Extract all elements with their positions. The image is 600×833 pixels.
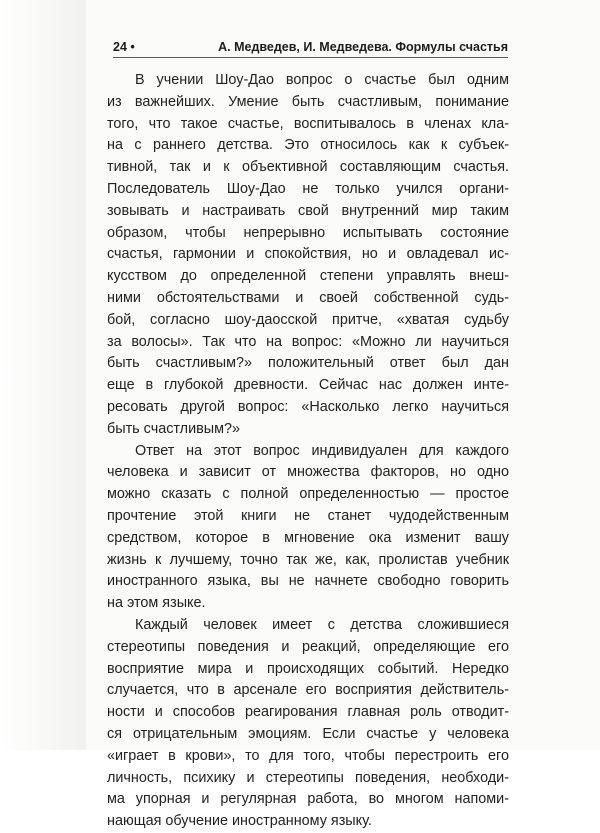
text-line: случается, что в арсенале его восприятия действитель- — [107, 682, 509, 699]
text-line: нающая обучение иностранному языку. — [107, 813, 372, 830]
text-line: личность, психику и стереотипы поведения, необходи- — [107, 769, 509, 786]
text-line: восприятие мира и происходящих событий. Нередко — [107, 660, 509, 677]
text-line: быть счастливым?» — [107, 420, 241, 437]
text-line: образом, чтобы непрерывно испытывать состояние — [107, 224, 509, 241]
text-line: человека и зависит от множества факторов, но одно — [107, 464, 509, 481]
text-line: стереотипы поведения и реакций, определяющие его — [107, 638, 509, 655]
text-line: иностранного языка, вы не начнете свободно говорить — [107, 573, 509, 590]
text-line: можно сказать с полной определенностью — простое — [107, 486, 509, 503]
text-line: кусством до определенной степени управлять внеш- — [107, 268, 509, 285]
paragraph-1 — [107, 70, 509, 441]
text-line: «играет в крови», то для того, чтобы перестроить его — [107, 747, 509, 764]
running-title: А. Медведев, И. Медведева. Формулы счастья — [218, 40, 508, 54]
text-line: жизнь к лучшему, точно так же, как, пролистав учебник — [107, 551, 509, 568]
page-gutter-shadow — [0, 0, 86, 750]
text-line: за волосы». Так что на вопрос: «Можно ли научиться — [107, 333, 509, 350]
text-line: счастья, гармонии и спокойствия, но и овладевал ис- — [107, 246, 509, 263]
text-line: на этом языке. — [107, 595, 206, 612]
text-line: ма упорная и регулярная работа, во многом напоми- — [107, 791, 509, 808]
text-line: Ответ на этот вопрос индивидуален для каждого — [135, 442, 509, 459]
text-line: Последователь Шоу-Дао не только учился органи- — [107, 180, 509, 197]
text-line: ся отрицательным эмоциям. Если счастье у человека — [107, 725, 509, 742]
text-line: на с раннего детства. Это относилось как к субъек- — [107, 137, 509, 154]
text-line: из важнейших. Умение быть счастливым, понимание — [107, 93, 509, 110]
text-line: Каждый человек имеет с детства сложившиеся — [135, 616, 509, 633]
body-text — [107, 70, 509, 833]
paragraph-3 — [107, 615, 509, 833]
text-line: тивной, так и к объективной составляющим счастья. — [107, 159, 509, 176]
text-line: быть счастливым?» положительный ответ был дан — [107, 355, 509, 372]
text-line: еще в глубокой древности. Сейчас нас должен инте- — [107, 377, 509, 394]
header-rule — [113, 57, 508, 58]
text-line: ними обстоятельствами и своей собственной судь- — [107, 289, 509, 306]
text-line: прочтение этой книги не станет чудодейственным — [107, 507, 509, 524]
text-line: бой, согласно шоу-даосской притче, «хватая судьбу — [107, 311, 509, 328]
text-line: В учении Шоу-Дао вопрос о счастье был одним — [135, 72, 509, 88]
text-line: зовывать и настраивать свой внутренний мир таким — [107, 202, 509, 219]
paragraph-2 — [107, 441, 509, 615]
page-number: 24 • — [113, 40, 135, 54]
text-line: средством, которое в мгновение ока изменит вашу — [107, 529, 509, 546]
text-line: того, что такое счастье, воспитывалось в членах кла- — [107, 115, 509, 132]
text-line: ресовать другой вопрос: «Насколько легко научиться — [107, 398, 509, 415]
text-line: ности и способов реагирования главная роль отводит- — [107, 704, 509, 721]
